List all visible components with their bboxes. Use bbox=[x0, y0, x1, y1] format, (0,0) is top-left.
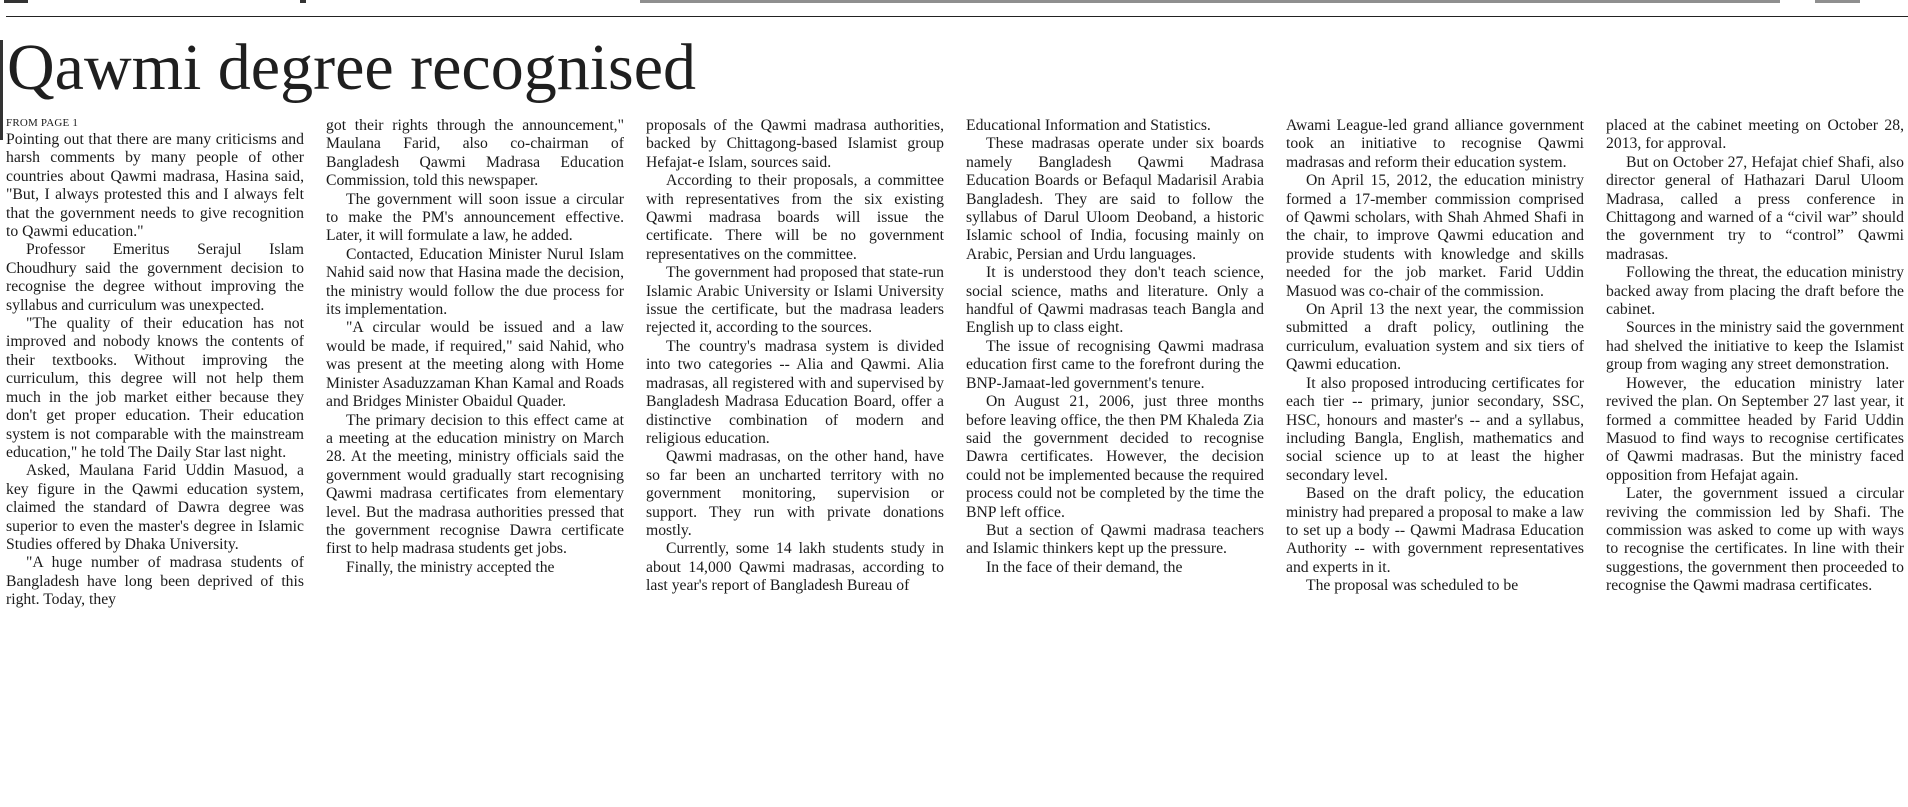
clipped-text-fragment bbox=[300, 0, 306, 3]
article-paragraph: "A circular would be issued and a law would be made, if required," said Nahid, who was present at the meeting along with Home Minister Asaduzzaman Khan Kamal and Roads and Bridges Minister Obaidul Quader. bbox=[326, 319, 624, 411]
article-column-5 bbox=[1286, 117, 1584, 805]
article-paragraph: Following the threat, the education ministry backed away from placing the draft before the cabinet. bbox=[1606, 264, 1904, 319]
article-paragraph: It is understood they don't teach science, social science, maths and literature. Only a handful of Qawmi madrasas teach Bangla and English up to class eight. bbox=[966, 264, 1264, 337]
article-paragraph: Qawmi madrasas, on the other hand, have so far been an uncharted territory with no government monitoring, supervision or support. They run with private donations mostly. bbox=[646, 448, 944, 539]
article-paragraph: The issue of recognising Qawmi madrasa education first came to the forefront during the BNP-Jamaat-led government's tenure. bbox=[966, 337, 1264, 392]
article-paragraph: got their rights through the announcement," Maulana Farid, also co-chairman of Bangladesh Qawmi Madrasa Education Commission, told this newspaper. bbox=[326, 117, 624, 190]
top-clipped-text-strip bbox=[0, 0, 1908, 6]
article-paragraph: The proposal was scheduled to be bbox=[1306, 577, 1519, 595]
article-paragraph: On April 15, 2012, the education ministry formed a 17-member commission comprised of Qawmi scholars, with Shah Ahmed Shafi in the chair, to improve Qawmi education and provide students with knowledge and skills needed for the job market. Farid Uddin Masuod was co-chair of the commission. bbox=[1286, 172, 1584, 300]
article-paragraph: It also proposed introducing certificates for each tier -- primary, junior secondary, SSC, HSC, honours and master's -- and a syllabus, including Bangla, English, mathematics and social science up to at least the higher secondary level. bbox=[1286, 374, 1584, 484]
article-headline: Qawmi degree recognised bbox=[7, 31, 697, 104]
article-paragraph: The government will soon issue a circular to make the PM's announcement effective. Later, it will formulate a law, he added. bbox=[326, 190, 624, 245]
article-paragraph: On August 21, 2006, just three months before leaving office, the then PM Khaleda Zia said the government decided to recognise Dawra certificates. However, the decision could not be implemented because the required process could not be completed by the time the BNP left office. bbox=[966, 393, 1264, 521]
article-column-1 bbox=[6, 117, 304, 805]
article-paragraph: Contacted, Education Minister Nurul Islam Nahid said now that Hasina made the decision, the ministry would follow the due process for its implementation. bbox=[326, 245, 624, 319]
article-paragraph: placed at the cabinet meeting on October 28, 2013, for approval. bbox=[1606, 117, 1904, 153]
from-page-label: FROM PAGE 1 bbox=[6, 117, 79, 129]
article-paragraph: On April 13 the next year, the commission submitted a draft policy, outlining the curriculum, evaluation system and six tiers of Qawmi education. bbox=[1286, 301, 1584, 374]
article-paragraph: But on October 27, Hefajat chief Shafi, also director general of Hathazari Darul Uloom Madrasa, called a press conference in Chittagong and warned of a “civil war” should the government try to “control” Qawmi madrasas. bbox=[1606, 153, 1904, 263]
article-paragraph: Sources in the ministry said the government had shelved the initiative to keep the Islamist group from waging any street demonstration. bbox=[1606, 319, 1904, 374]
article-paragraph: Based on the draft policy, the education ministry had prepared a proposal to make a law to set up a body -- Qawmi Madrasa Education Authority -- with government representatives and experts in it. bbox=[1286, 485, 1584, 576]
article-paragraph: According to their proposals, a committee with representatives from the six existing Qawmi madrasa boards will issue the certificate. There will be no government representatives on the committee. bbox=[646, 172, 944, 263]
article-paragraph: "A huge number of madrasa students of Bangladesh have long been deprived of this right. Today, they bbox=[6, 554, 304, 609]
clipped-text-fragment bbox=[1815, 0, 1860, 3]
clipped-text-fragment bbox=[640, 0, 1780, 3]
article-paragraph: However, the education ministry later revived the plan. On September 27 last year, it formed a committee headed by Farid Uddin Masuod to find ways to recognise certificates of Qawmi madrasas. But the ministry faced opposition from Hefajat again. bbox=[1606, 374, 1904, 484]
page-edge-mark bbox=[0, 40, 3, 140]
article-paragraph: Professor Emeritus Serajul Islam Choudhury said the government decision to recognise the degree without improving the syllabus and curriculum was unexpected. bbox=[6, 241, 304, 314]
article-paragraph: The country's madrasa system is divided into two categories -- Alia and Qawmi. Alia madrasas, all registered with and supervised by Bangladesh Madrasa Education Board, offer a distinctive combination of modern and religious education. bbox=[646, 337, 944, 447]
header-rule bbox=[6, 16, 1908, 17]
article-paragraph: Currently, some 14 lakh students study in about 14,000 Qawmi madrasas, according to last year's report of Bangladesh Bureau of bbox=[646, 540, 944, 595]
article-column-3 bbox=[646, 117, 944, 805]
article-paragraph: Asked, Maulana Farid Uddin Masuod, a key figure in the Qawmi education system, claimed the standard of Dawra degree was superior to even the master's degree in Islamic Studies offered by Dhaka University. bbox=[6, 462, 304, 553]
clipped-text-fragment bbox=[4, 0, 28, 3]
article-body bbox=[6, 117, 1906, 805]
article-paragraph: "The quality of their education has not improved and nobody knows the contents of their textbooks. Without improving the curriculum, this degree will not help them much in the job market either because they don't get proper education. Their education system is not comparable with the mainstream education," he told The Daily Star last night. bbox=[6, 315, 304, 461]
article-column-6 bbox=[1606, 117, 1904, 805]
article-paragraph: These madrasas operate under six boards namely Bangladesh Qawmi Madrasa Education Boards or Befaqul Madarisil Arabia Bangladesh. They are said to follow the syllabus of Darul Uloom Deoband, a historic Islamic school of India, focusing mainly on Arabic, Persian and Urdu languages. bbox=[966, 135, 1264, 263]
article-paragraph: proposals of the Qawmi madrasa authorities, backed by Chittagong-based Islamist group Hefajat-e Islam, sources said. bbox=[646, 117, 944, 171]
article-paragraph: Educational Information and Statistics. bbox=[966, 117, 1211, 134]
article-paragraph: But a section of Qawmi madrasa teachers and Islamic thinkers kept up the pressure. bbox=[966, 521, 1264, 558]
article-paragraph: Awami League-led grand alliance government took an initiative to recognise Qawmi madrasas and reform their education system. bbox=[1286, 117, 1584, 171]
article-column-2 bbox=[326, 117, 624, 805]
article-paragraph: Finally, the ministry accepted the bbox=[346, 558, 555, 576]
article-paragraph: The government had proposed that state-run Islamic Arabic University or Islami University issue the certificate, but the madrasa leaders rejected it, according to the sources. bbox=[646, 264, 944, 337]
article-paragraph: The primary decision to this effect came at a meeting at the education ministry on March 28. At the meeting, ministry officials said the government would gradually start recognising Qawmi madrasa certificates from elementary level. But the madrasa authorities pressed that the government recognise Dawra certificate first to help madrasa students get jobs. bbox=[326, 411, 624, 558]
article-paragraph: Pointing out that there are many criticisms and harsh comments by many people of other countries about Qawmi madrasa, Hasina said, "But, I always protested this and I always felt that the government needs to give recognition to Qawmi education." bbox=[6, 131, 304, 241]
article-column-4 bbox=[966, 117, 1264, 805]
article-paragraph: In the face of their demand, the bbox=[986, 558, 1183, 576]
article-paragraph: Later, the government issued a circular reviving the commission led by Shafi. The commission was asked to come up with ways to recognise the certificates. In line with their suggestions, the government then proceeded to recognise the Qawmi madrasa certificates. bbox=[1606, 485, 1904, 595]
